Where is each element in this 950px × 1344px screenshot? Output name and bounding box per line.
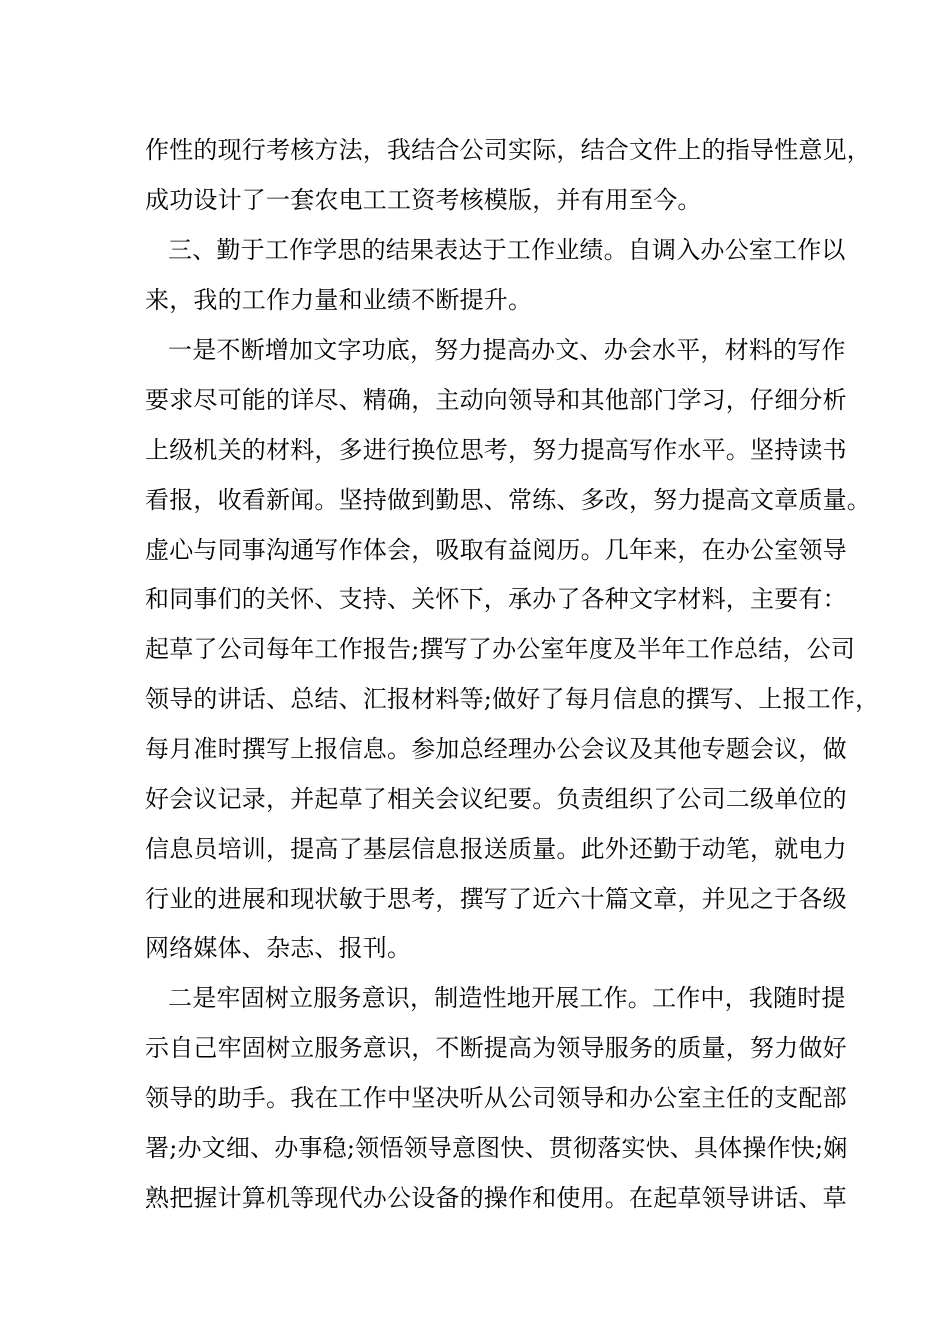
paragraph-start: 二是牢固树立服务意识，制造性地开展工作。工作中，我随时提	[168, 984, 846, 1012]
text-line: 来，我的工作力量和业绩不断提升。	[145, 286, 533, 314]
text-line: 行业的进展和现状敏于思考，撰写了近六十篇文章，并见之于各级	[145, 885, 847, 913]
text-line: 信息员培训，提高了基层信息报送质量。此外还勤于动笔，就电力	[145, 835, 847, 863]
text-line: 上级机关的材料，多进行换位思考，努力提高写作水平。坚持读书	[145, 436, 847, 464]
paragraph-start: 一是不断增加文字功底，努力提高办文、办会水平，材料的写作	[168, 336, 846, 364]
text-line: 看报，收看新闻。坚持做到勤思、常练、多改，努力提高文章质量。	[145, 486, 871, 514]
text-line: 领导的讲话、总结、汇报材料等;做好了每月信息的撰写、上报工作，	[145, 685, 880, 713]
section-heading: 三、勤于工作学思的结果表达于工作业绩。自调入办公室工作以	[168, 236, 846, 264]
text-line: 好会议记录，并起草了相关会议纪要。负责组织了公司二级单位的	[145, 785, 847, 813]
text-line: 署;办文细、办事稳;领悟领导意图快、贯彻落实快、具体操作快;娴	[145, 1134, 848, 1162]
text-line: 和同事们的关怀、支持、关怀下，承办了各种文字材料，主要有：	[145, 585, 847, 613]
text-line: 示自己牢固树立服务意识，不断提高为领导服务的质量，努力做好	[145, 1034, 847, 1062]
text-line: 领导的助手。我在工作中坚决听从公司领导和办公室主任的支配部	[145, 1084, 847, 1112]
text-line: 成功设计了一套农电工工资考核模版，并有用至今。	[145, 186, 702, 214]
text-line: 每月准时撰写上报信息。参加总经理办公会议及其他专题会议，做	[145, 735, 847, 763]
text-line: 作性的现行考核方法，我结合公司实际，结合文件上的指导性意见，	[145, 136, 871, 164]
text-line: 起草了公司每年工作报告;撰写了办公室年度及半年工作总结，公司	[145, 635, 856, 663]
text-line: 要求尽可能的详尽、精确，主动向领导和其他部门学习，仔细分析	[145, 386, 847, 414]
text-line: 熟把握计算机等现代办公设备的操作和使用。在起草领导讲话、草	[145, 1184, 847, 1212]
text-line: 网络媒体、杂志、报刊。	[145, 934, 412, 962]
text-line: 虚心与同事沟通写作体会，吸取有益阅历。几年来，在办公室领导	[145, 536, 847, 564]
